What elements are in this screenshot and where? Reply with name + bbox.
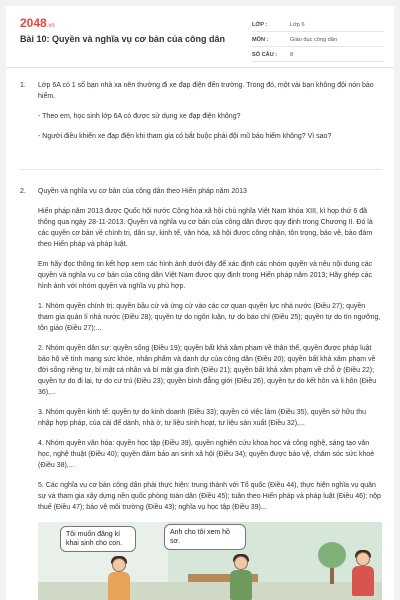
meta-row-question-count (252, 48, 384, 62)
site-logo[interactable] (20, 16, 55, 30)
question-body (38, 186, 382, 600)
rights-group-item: 2. Nhóm quyền dân sự: quyền sống (Điều 19); quyền bất khả xâm phạm về thân thể, quyền được pháp luật bảo hộ về tính mạng sức khỏe, nhân phẩm và danh dự của công dân (Điều 20); quyền bất khả xâm phạm về đời sống riêng tư, bí mật cá nhân và bí mật gia đình (Điều 21); quyền bất khả xâm phạm về chỗ ở (Điều 22); quyền tự do đi lại, tự do cư trú (Điều 23); quyền bình đẳng giới (Điều 26), quyền tự do kết hôn và li hôn (Điều 36),... (38, 345, 377, 396)
torso (230, 570, 252, 600)
head (112, 558, 126, 572)
meta-label: MÔN : (252, 36, 269, 43)
lesson-title: Bài 10: Quyền và nghĩa vụ cơ bản của công dân (20, 34, 225, 44)
question-divider (20, 169, 382, 170)
question-number: 2. (20, 188, 26, 195)
meta-value: Lớp 6 (290, 21, 305, 28)
question-intro: Lớp 6A có 1 số bạn nhà xa nên thường đi xe đạp điện đến trường. Trong đó, một vài bạn không đội nón bảo hiểm. (38, 82, 374, 100)
rights-group-item: 5. Các nghĩa vụ cơ bản công dân phải thực hiện: trung thành với Tổ quốc (Điều 44), thực hiện nghĩa vụ quân sự và tham gia xây dựng nền quốc phòng toàn dân (Điều 45); tuân theo Hiến pháp và pháp luật (Điều 46); nộp thuế (Điều 47); bảo vệ môi trường (Điều 43); nghĩa vụ học tập (Điều 39)... (38, 482, 381, 511)
rights-group-item: 1. Nhóm quyền chính trị: quyền bầu cử và ứng cử vào các cơ quan quyền lực nhà nước (Điều 27); quyền tham gia quản lí nhà nước (Điều 28); quyền tự do ngôn luận, tự do báo chí (Điều 25); quyền tự do tín ngưỡng, tôn giáo (Điều 27);... (38, 303, 381, 332)
sub-question: - Người điều khiển xe đạp điện khi tham gia có bắt buộc phải đội mũ bảo hiểm không? Vì sao? (38, 133, 332, 140)
torso (352, 566, 374, 596)
sub-question: - Theo em, học sinh lớp 6A có được sử dụng xe đạp điện không? (38, 113, 241, 120)
head (234, 556, 248, 570)
paragraph: Hiến pháp năm 2013 được Quốc hội nước Cộng hòa xã hội chủ nghĩa Việt Nam khóa XIII, kì họp thứ 6 đã thông qua ngày 28-11-2013. Quyền và nghĩa vụ cơ bản của công dân được quy định trong Chương II. Đó là các quyền cơ bản về chính trị, dân sự, kinh tế, văn hóa, xã hội được công nhận, tôn trọng, bảo vệ, bảo đảm theo Hiến pháp và pháp luật. (38, 208, 373, 248)
meta-label: LỚP : (252, 21, 268, 28)
question-title: Quyền và nghĩa vụ cơ bản của công dân theo Hiến pháp năm 2013 (38, 188, 247, 195)
worksheet-page (6, 6, 394, 600)
lesson-meta (252, 18, 384, 63)
rights-group-item: 3. Nhóm quyền kinh tế: quyền tự do kinh doanh (Điều 33); quyền có việc làm (Điều 35), quyền sở hữu thu nhập hợp pháp, của cải để dành, nhà ở, tư liệu sinh hoạt, tư liệu sản xuất (Điều 32),... (38, 409, 366, 427)
paragraph: Em hãy đọc thông tin kết hợp xem các hình ảnh dưới đây để xác định các nhóm quyền và nêu nội dung các quyền và nghĩa vụ cơ bản của công dân Việt Nam được quy định trong Hiến pháp năm 2013; Hãy ghép các hình ảnh với nhóm quyền và nghĩa vụ phù hợp. (38, 261, 373, 290)
meta-row-subject (252, 33, 384, 47)
logo-text: 2048 (20, 16, 47, 30)
meta-value: Giáo dục công dân (290, 36, 337, 43)
speech-bubble-citizen: Tôi muốn đăng kí khai sinh cho con. (60, 526, 136, 552)
ground (38, 582, 382, 600)
question-1 (20, 80, 382, 151)
logo-suffix: .vn (46, 23, 55, 29)
worksheet-header (6, 6, 394, 68)
speech-bubble-officer: Anh cho tôi xem hồ sơ. (164, 524, 246, 550)
tree-icon (318, 542, 346, 568)
question-2 (20, 186, 382, 600)
head (356, 552, 370, 566)
rights-group-item: 4. Nhóm quyền văn hóa: quyền học tập (Điều 39), quyền nghiên cứu khoa học và công nghệ, sáng tạo văn học, nghệ thuật (Điều 40); quyền đảm bảo an sinh xã hội (Điều 34); quyền được bảo vệ, chăm sóc sức khoẻ (Điều 38),... (38, 440, 375, 469)
meta-label: SỐ CÂU : (252, 51, 278, 58)
illustration-image (38, 522, 382, 600)
worksheet-content (20, 80, 382, 600)
question-number: 1. (20, 82, 26, 89)
torso (108, 572, 130, 600)
meta-value: 8 (290, 51, 294, 58)
meta-row-class (252, 18, 384, 32)
question-body (38, 80, 382, 151)
